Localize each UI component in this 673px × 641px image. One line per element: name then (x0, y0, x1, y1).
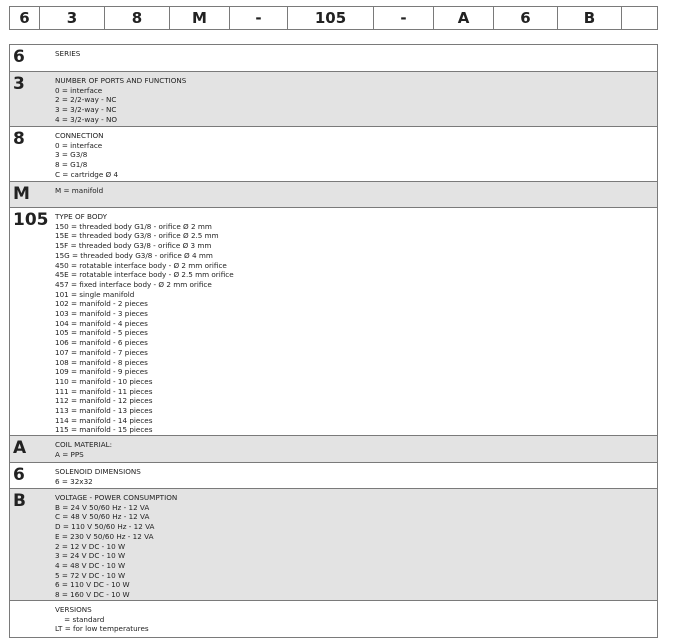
row-solenoid-dimensions (10, 462, 657, 488)
row-description (55, 131, 118, 180)
option-line: 8 = 160 V DC - 10 W (55, 590, 130, 600)
row-code: 8 (13, 129, 25, 149)
option-line: 4 = 3/2-way - NO (55, 114, 118, 124)
row-code: M (13, 184, 30, 204)
code-key-table (9, 44, 658, 638)
row-connection (10, 126, 657, 181)
code-cell-coil-material: A (434, 7, 494, 29)
row-description (55, 76, 186, 125)
row-description (55, 440, 112, 459)
code-cell-connection: 8 (105, 7, 170, 29)
option-line: 15F = threaded body G3/8 - orifice Ø 3 mm (55, 241, 212, 251)
option-line: 0 = interface (55, 85, 103, 95)
option-line: 3 = 24 V DC - 10 W (55, 551, 126, 561)
row-code: 105 (13, 210, 49, 230)
option-line: 2 = 2/2-way - NC (55, 95, 117, 105)
option-line: 0 = interface (55, 140, 103, 150)
row-code: 6 (13, 465, 25, 485)
option-line: 6 = 32x32 (55, 476, 93, 486)
code-cell-separator-1: - (230, 7, 288, 29)
option-line: 101 = single manifold (55, 289, 135, 299)
row-title: SERIES (55, 49, 81, 58)
row-voltage (10, 488, 657, 600)
option-line: 114 = manifold - 14 pieces (55, 415, 153, 425)
row-title: COIL MATERIAL: (55, 440, 113, 449)
option-line: 109 = manifold - 9 pieces (55, 367, 148, 377)
option-line: 457 = fixed interface body - Ø 2 mm orifice (55, 279, 212, 289)
row-title: TYPE OF BODY (55, 212, 108, 221)
code-cell-manifold: M (170, 7, 230, 29)
row-title: CONNECTION (55, 131, 104, 140)
option-line: 102 = manifold - 2 pieces (55, 299, 148, 309)
row-code: 6 (13, 47, 25, 67)
option-line: E = 230 V 50/60 Hz - 12 VA (55, 531, 154, 541)
option-line: LT = for low temperatures (55, 624, 149, 634)
option-line: 106 = manifold - 6 pieces (55, 338, 148, 348)
row-description (55, 605, 149, 634)
row-title: VERSIONS (55, 605, 92, 614)
option-line: A = PPS (55, 449, 84, 459)
option-line: 45E = rotatable interface body - Ø 2.5 mm orifice (55, 270, 234, 280)
option-line: 150 = threaded body G1/8 - orifice Ø 2 mm (55, 221, 212, 231)
option-line: 113 = manifold - 13 pieces (55, 406, 153, 416)
code-cell-version (622, 7, 657, 29)
option-line: 450 = rotatable interface body - Ø 2 mm orifice (55, 260, 227, 270)
row-title: VOLTAGE - POWER CONSUMPTION (55, 493, 178, 502)
option-line: 3 = G3/8 (55, 150, 88, 160)
code-cell-voltage: B (558, 7, 622, 29)
code-cell-series: 6 (10, 7, 40, 29)
option-line: 4 = 48 V DC - 10 W (55, 560, 126, 570)
row-title: NUMBER OF PORTS AND FUNCTIONS (55, 76, 187, 85)
row-title: M = manifold (55, 186, 104, 195)
option-line: 5 = 72 V DC - 10 W (55, 570, 126, 580)
row-series (10, 45, 657, 71)
option-line: 115 = manifold - 15 pieces (55, 425, 153, 435)
row-manifold (10, 181, 657, 207)
row-code: 3 (13, 74, 25, 94)
row-body-type (10, 207, 657, 435)
option-line: 112 = manifold - 12 pieces (55, 396, 153, 406)
row-description (55, 467, 141, 486)
option-line: 8 = G1/8 (55, 160, 88, 170)
row-coil-material (10, 435, 657, 462)
option-line: 15G = threaded body G3/8 - orifice Ø 4 mm (55, 250, 213, 260)
option-line: 107 = manifold - 7 pieces (55, 347, 148, 357)
option-line: 108 = manifold - 8 pieces (55, 357, 148, 367)
option-line: D = 110 V 50/60 Hz - 12 VA (55, 522, 155, 532)
code-cell-ports: 3 (40, 7, 105, 29)
row-description (55, 212, 234, 435)
code-cell-separator-2: - (374, 7, 434, 29)
option-line: 3 = 3/2-way - NC (55, 105, 117, 115)
code-cell-solenoid: 6 (494, 7, 558, 29)
code-cell-body: 105 (288, 7, 374, 29)
row-title: SOLENOID DIMENSIONS (55, 467, 141, 476)
row-code: B (13, 491, 26, 511)
option-line: 103 = manifold - 3 pieces (55, 309, 148, 319)
option-line: 6 = 110 V DC - 10 W (55, 580, 130, 590)
row-description (55, 493, 177, 600)
option-line: 111 = manifold - 11 pieces (55, 386, 153, 396)
row-description (55, 186, 103, 196)
option-line: 104 = manifold - 4 pieces (55, 318, 148, 328)
option-line: = standard (55, 614, 105, 624)
option-line: 2 = 12 V DC - 10 W (55, 541, 126, 551)
row-versions (10, 600, 657, 637)
order-code-bar (9, 6, 658, 30)
option-line: C = 48 V 50/60 Hz - 12 VA (55, 512, 150, 522)
row-ports (10, 71, 657, 126)
option-line: 110 = manifold - 10 pieces (55, 376, 153, 386)
option-line: 105 = manifold - 5 pieces (55, 328, 148, 338)
option-line: 15E = threaded body G3/8 - orifice Ø 2.5 mm (55, 231, 219, 241)
row-description (55, 49, 80, 59)
option-line: B = 24 V 50/60 Hz - 12 VA (55, 502, 150, 512)
option-line: C = cartridge Ø 4 (55, 169, 119, 179)
row-code: A (13, 438, 27, 458)
